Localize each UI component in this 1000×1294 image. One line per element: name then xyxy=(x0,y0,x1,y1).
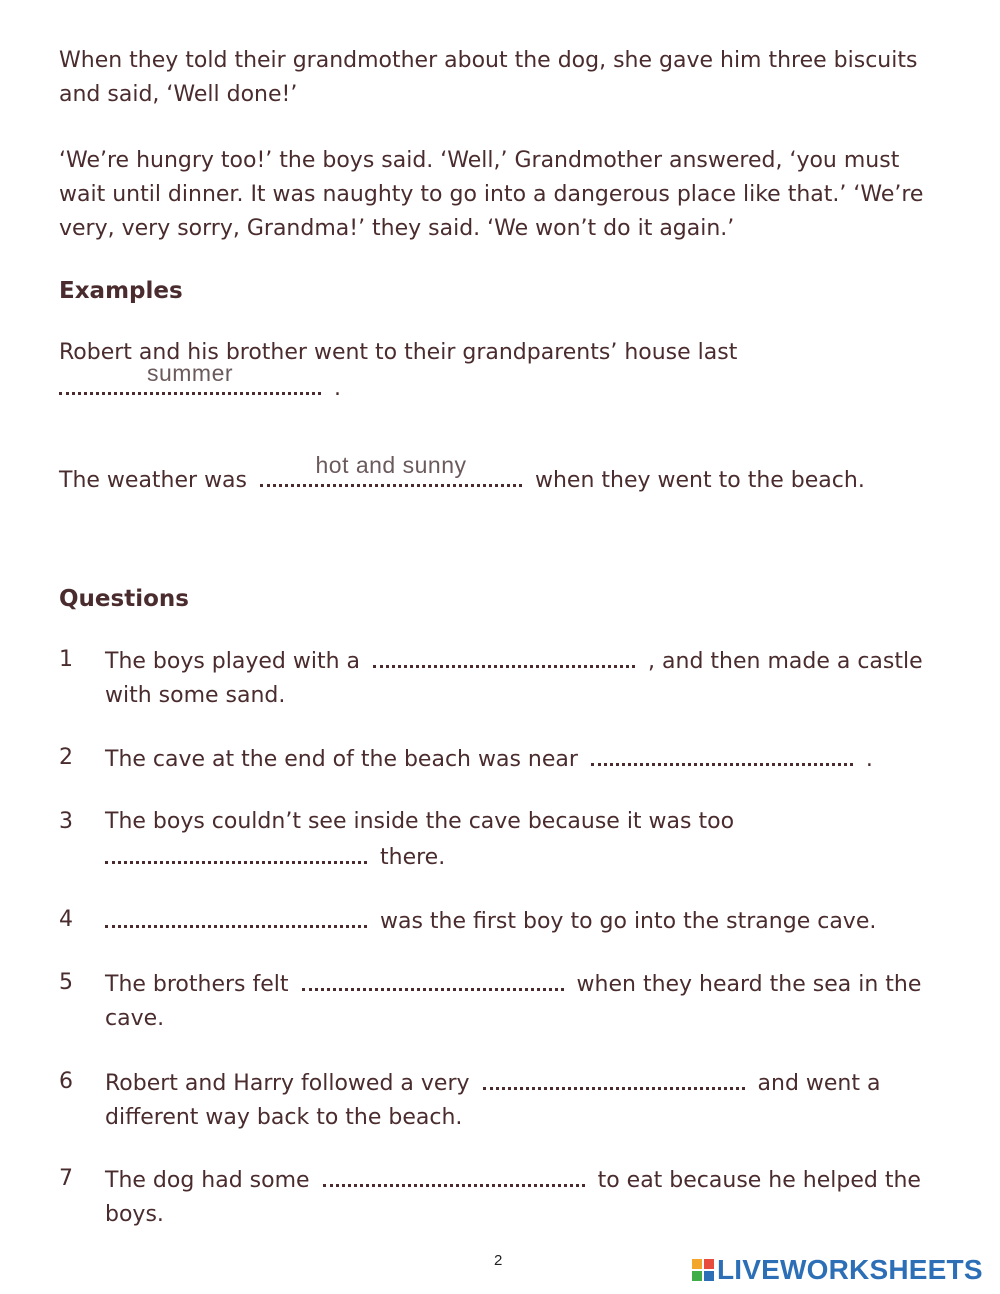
question-text-after: there. xyxy=(380,845,446,870)
question-3-answer-field[interactable] xyxy=(105,839,367,864)
question-number: 4 xyxy=(59,907,73,932)
liveworksheets-logo[interactable] xyxy=(692,1253,983,1287)
example-1-answer-field[interactable] xyxy=(59,360,321,395)
question-number: 3 xyxy=(59,809,73,834)
question-text-before: Robert and Harry followed a very xyxy=(105,1071,470,1096)
question-text-after: to eat because he helped the boys. xyxy=(105,1168,921,1227)
logo-squares-icon xyxy=(692,1259,714,1281)
example-1 xyxy=(59,336,939,406)
example-1-answer: summer xyxy=(146,360,234,386)
question-text-after: , and then made a castle with some sand. xyxy=(105,649,923,708)
question-number: 5 xyxy=(59,970,73,995)
question-2-answer-field[interactable] xyxy=(591,741,853,766)
question-number: 2 xyxy=(59,745,73,770)
question-text-before: The dog had some xyxy=(105,1168,310,1193)
question-4-answer-field[interactable] xyxy=(105,903,367,928)
question-text-before: The boys couldn’t see inside the cave because it was too xyxy=(105,809,735,834)
example-2-answer: hot and sunny xyxy=(315,452,467,478)
question-text-before: The brothers felt xyxy=(105,972,289,997)
question-6-answer-field[interactable] xyxy=(483,1065,745,1090)
example-2-answer-field[interactable] xyxy=(260,452,522,487)
page-number: 2 xyxy=(494,1252,503,1269)
question-7-answer-field[interactable] xyxy=(323,1162,585,1187)
question-text-after: was the first boy to go into the strange cave. xyxy=(380,909,877,934)
question-text-after: when they heard the sea in the cave. xyxy=(105,972,922,1031)
examples-heading: Examples xyxy=(59,278,183,304)
story-paragraph-1: When they told their grandmother about the dog, she gave him three biscuits and said, ‘Well done!’ xyxy=(59,48,918,107)
question-number: 1 xyxy=(59,647,73,672)
story-paragraph-2: ‘We’re hungry too!’ the boys said. ‘Well,’ Grandmother answered, ‘you must wait until dinner. It was naughty to go into a dangerous place like that.’ ‘We’re very, very sorry, Grandma!’ they said. ‘We won’t do it again.’ xyxy=(59,148,924,241)
question-number: 6 xyxy=(59,1069,73,1094)
example-2-text-before: The weather was xyxy=(59,468,247,493)
example-2-text-after: when they went to the beach. xyxy=(535,468,865,493)
question-text-before: The cave at the end of the beach was near xyxy=(105,747,578,772)
question-text-after: and went a different way back to the beach. xyxy=(105,1071,881,1130)
questions-heading: Questions xyxy=(59,586,189,612)
question-number: 7 xyxy=(59,1166,73,1191)
question-text-before: The boys played with a xyxy=(105,649,361,674)
example-2 xyxy=(59,452,959,498)
logo-text: LIVEWORKSHEETS xyxy=(717,1254,983,1285)
question-text-after: . xyxy=(865,747,873,772)
question-5-answer-field[interactable] xyxy=(302,966,564,991)
example-1-end: . xyxy=(334,376,341,401)
example-1-text: Robert and his brother went to their grandparents’ house last xyxy=(59,340,738,365)
question-1-answer-field[interactable] xyxy=(373,643,635,668)
